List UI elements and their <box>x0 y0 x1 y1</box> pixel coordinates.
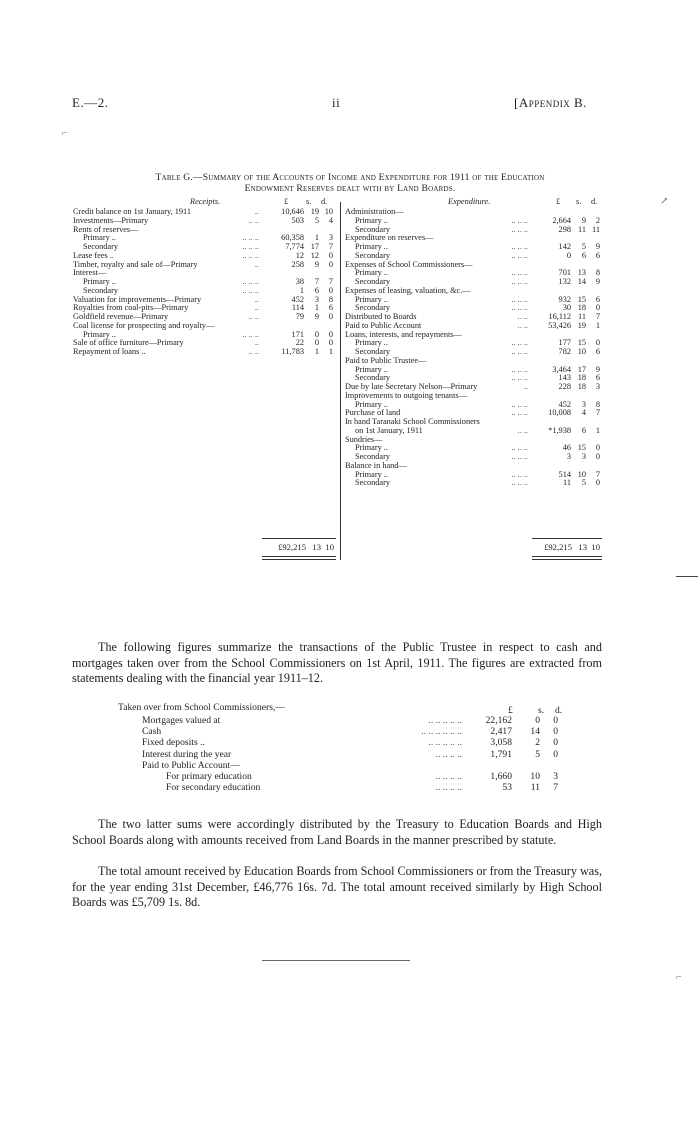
receipt-row-label: Goldfield revenue—Primary <box>73 312 169 321</box>
figure-row-label: Fixed deposits .. <box>142 737 205 749</box>
expenditure-row-label: Secondary <box>355 224 391 234</box>
leader-dots: .. <box>254 207 259 216</box>
expenditure-row-pence: 6 <box>595 250 600 260</box>
leader-dots: .. .. .. <box>242 242 259 251</box>
receipts-pound-head: £ <box>284 197 289 206</box>
expenditure-row-pounds: 228 <box>558 382 571 391</box>
expenditure-row <box>345 427 600 436</box>
receipt-row-pounds: 7,774 <box>285 242 304 251</box>
expenditure-row-label: Expenses of School Commissioners— <box>345 259 473 269</box>
receipt-row-label: Primary .. <box>83 233 116 243</box>
expenditure-row-label: Paid to Public Trustee— <box>345 355 427 365</box>
expenditure-shilling-head: s. <box>576 197 582 206</box>
receipts-heading: Receipts. <box>190 197 221 206</box>
scan-mark: ↗ <box>660 196 669 207</box>
expenditure-row-label: Primary .. <box>355 215 388 225</box>
receipt-row-label: Royalties from coal-pits—Primary <box>73 303 189 313</box>
paragraph-3 <box>72 864 602 911</box>
leader-dots: .. .. .. <box>242 329 259 339</box>
receipt-row-label: Sale of office furniture—Primary <box>73 338 184 348</box>
leader-dots: .. .. .. <box>511 268 528 278</box>
leader-dots: .. <box>254 338 259 348</box>
figures-heading: Taken over from School Commissioners,— <box>118 702 285 713</box>
figure-row-pence: 0 <box>553 737 558 749</box>
expenditure-row-pence: 0 <box>595 452 600 461</box>
expenditure-total-rule <box>532 538 602 539</box>
expenditure-row-shillings: 18 <box>577 373 586 383</box>
expenditure-row <box>345 479 600 488</box>
expenditure-double-rule-2 <box>532 559 602 560</box>
expenditure-total-shillings: 13 <box>578 542 587 552</box>
receipts-column <box>73 208 335 357</box>
receipt-row-shillings: 7 <box>314 277 319 286</box>
closing-rule <box>262 960 410 961</box>
expenditure-row-pounds: 10,008 <box>548 408 571 418</box>
paragraph-2-text: The two latter sums were accordingly distributed by the Treasury to Education Boards and High School Boards along with amounts received from Land Boards in the manner prescribed by statute. <box>72 817 602 847</box>
leader-dots: .. .. <box>517 425 528 435</box>
figure-row <box>118 782 568 793</box>
expenditure-row-shillings: 11 <box>578 224 586 234</box>
receipt-row <box>73 348 335 357</box>
expenditure-row-shillings: 15 <box>577 338 586 348</box>
figure-row-pence: 3 <box>553 770 558 782</box>
expenditure-row-pence: 11 <box>592 224 600 234</box>
expenditure-row-label: Sundries— <box>345 434 383 444</box>
expenditure-row-pence: 6 <box>595 347 600 356</box>
expenditure-row-label: Primary .. <box>355 469 388 479</box>
scan-mark <box>676 576 698 577</box>
figure-row <box>118 737 568 748</box>
expenditure-row-label: Distributed to Boards <box>345 312 417 321</box>
expenditure-row-shillings: 5 <box>581 478 586 488</box>
leader-dots: .. .. .. <box>511 338 528 348</box>
expenditure-row-pence: 6 <box>595 373 600 383</box>
figure-row-label: For primary education <box>166 770 252 782</box>
expenditure-row-pence: 7 <box>595 312 600 321</box>
receipt-row-pounds: 1 <box>299 285 304 295</box>
receipt-row-label: Valuation for improvements—Primary <box>73 294 202 304</box>
figure-row <box>118 760 568 771</box>
expenditure-row-shillings: 5 <box>581 242 586 251</box>
receipts-double-rule-2 <box>262 559 336 560</box>
expenditure-row-shillings: 18 <box>577 303 586 313</box>
expenditure-row-pounds: 11 <box>563 478 571 488</box>
receipt-row-shillings: 1 <box>314 347 319 356</box>
receipt-row-pounds: 11,783 <box>281 347 304 356</box>
expenditure-row-pence: 0 <box>595 443 600 453</box>
figure-row-shillings: 2 <box>535 737 540 749</box>
figure-row-pence: 7 <box>553 782 558 794</box>
expenditure-row-pence: 1 <box>595 320 600 330</box>
expenditure-row-shillings: 9 <box>581 215 586 225</box>
figure-row-shillings: 14 <box>530 726 540 738</box>
leader-dots: .. .. .. <box>242 285 259 295</box>
expenditure-row-pounds: 2,664 <box>552 215 571 225</box>
receipt-row-label: Secondary <box>83 285 119 295</box>
expenditure-row-pounds: 932 <box>558 294 571 304</box>
figure-row-pounds: 2,417 <box>490 726 512 738</box>
figure-row-pence: 0 <box>553 726 558 738</box>
expenditure-total-pence: 10 <box>591 542 600 552</box>
receipt-row-pounds: 503 <box>291 215 304 225</box>
expenditure-row-pence: 9 <box>595 364 600 374</box>
receipt-row-pence: 0 <box>328 329 333 339</box>
leader-dots: .. .. <box>248 347 259 356</box>
figure-row-pence: 0 <box>553 715 558 726</box>
figure-row-label: Cash <box>142 726 162 738</box>
expenditure-row-pounds: 298 <box>558 224 571 234</box>
figure-row-shillings: 5 <box>535 748 540 760</box>
leader-dots: .. .. .. <box>242 250 259 260</box>
figure-row-pounds: 1,791 <box>490 748 512 760</box>
expenditure-row-pounds: 514 <box>558 469 571 479</box>
receipt-row-pounds: 114 <box>291 303 304 313</box>
expenditure-row-pounds: 782 <box>558 347 571 356</box>
expenditure-row-pence: 8 <box>595 268 600 278</box>
expenditure-pound-head: £ <box>556 197 561 206</box>
receipt-row-shillings: 0 <box>314 329 319 339</box>
leader-dots: .. .. .. .. <box>435 748 462 760</box>
leader-dots: .. .. .. <box>511 215 528 225</box>
receipt-row-pounds: 171 <box>291 329 304 339</box>
receipt-row-pounds: 12 <box>295 250 304 260</box>
figure-row-pence: 0 <box>553 748 558 760</box>
expenditure-row-pence: 0 <box>595 338 600 348</box>
figure-row-pounds: 53 <box>502 782 512 794</box>
expenditure-row-pounds: 3 <box>566 452 571 461</box>
expenditure-row-pounds: 53,426 <box>548 320 571 330</box>
paragraph-1 <box>72 640 602 687</box>
expenditure-row-pounds: 143 <box>558 373 571 383</box>
leader-dots: .. .. .. <box>511 294 528 304</box>
leader-dots: .. .. .. <box>511 224 528 234</box>
expenditure-row-pounds: 142 <box>558 242 571 251</box>
figure-row-pounds: 22,162 <box>485 715 512 726</box>
expenditure-row-label: Primary .. <box>355 399 388 409</box>
expenditure-row-label: Primary .. <box>355 268 388 278</box>
receipt-row-label: Coal license for prospecting and royalty— <box>73 320 215 330</box>
expenditure-row-label: Secondary <box>355 347 391 356</box>
expenditure-row-label: Secondary <box>355 303 391 313</box>
receipt-row-pence: 6 <box>328 303 333 313</box>
table-center-rule <box>340 202 341 560</box>
leader-dots: .. .. .. <box>511 443 528 453</box>
receipt-row-pence: 0 <box>328 338 333 348</box>
expenditure-row-label: on 1st January, 1911 <box>355 425 423 435</box>
leader-dots: .. .. .. <box>511 452 528 461</box>
expenditure-row-shillings: 3 <box>581 399 586 409</box>
leader-dots: .. <box>254 294 259 304</box>
expenditure-row-shillings: 10 <box>577 469 586 479</box>
leader-dots: .. .. .. <box>242 233 259 243</box>
receipts-total-shillings: 13 <box>312 542 321 552</box>
receipt-row-pounds: 79 <box>295 312 304 321</box>
receipt-row-shillings: 9 <box>314 312 319 321</box>
receipt-row <box>73 261 335 270</box>
figure-row-label: Paid to Public Account— <box>142 759 240 771</box>
expenditure-row-pounds: 452 <box>558 399 571 409</box>
receipt-row-pounds: 22 <box>295 338 304 348</box>
figure-row-shillings: 11 <box>530 782 540 794</box>
receipt-row-shillings: 17 <box>310 242 319 251</box>
expenditure-row-pence: 6 <box>595 294 600 304</box>
receipt-row-shillings: 1 <box>314 303 319 313</box>
expenditure-heading: Expenditure. <box>448 197 491 206</box>
expenditure-row-label: Paid to Public Account <box>345 320 422 330</box>
leader-dots: .. .. .. .. <box>435 770 462 782</box>
page-ref-left: E.—2. <box>72 95 109 110</box>
receipt-row-pounds: 38 <box>295 277 304 286</box>
figures-shilling-head: s. <box>538 705 545 716</box>
expenditure-row-pence: 0 <box>595 478 600 488</box>
receipt-row-pounds: 60,358 <box>281 233 304 243</box>
leader-dots: .. .. <box>248 215 259 225</box>
leader-dots: .. .. .. <box>511 373 528 383</box>
leader-dots: .. .. .. .. .. .. <box>421 726 462 738</box>
receipt-row-pence: 0 <box>328 312 333 321</box>
receipt-row-label: Repayment of loans .. <box>73 347 146 356</box>
receipts-double-rule-1 <box>262 556 336 557</box>
leader-dots: .. .. .. <box>511 364 528 374</box>
paragraph-3-text: The total amount received by Education Boards from School Commissioners or from the Treasury was, for the year ending 31st December, £46,776 16s. 7d. The total amount received similarly by High School Boards was £5,709 1s. 8d. <box>72 864 602 910</box>
expenditure-row-label: Primary .. <box>355 443 388 453</box>
expenditure-row-label: Administration— <box>345 207 404 216</box>
receipt-row-label: Lease fees .. <box>73 250 114 260</box>
figure-row-shillings: 10 <box>530 770 540 782</box>
leader-dots: .. .. .. <box>511 469 528 479</box>
expenditure-row-pounds: 177 <box>558 338 571 348</box>
expenditure-row-pounds: *1,938 <box>548 425 571 435</box>
leader-dots: .. .. <box>517 320 528 330</box>
receipts-shilling-head: s. <box>306 197 312 206</box>
receipt-row-shillings: 5 <box>314 215 319 225</box>
receipt-row-label: Interest— <box>73 268 107 278</box>
expenditure-row-shillings: 6 <box>581 425 586 435</box>
figure-row <box>118 771 568 782</box>
expenditure-row-label: Expenditure on reserves— <box>345 233 434 243</box>
leader-dots: .. .. .. .. .. <box>428 737 462 749</box>
expenditure-row-pence: 7 <box>595 408 600 418</box>
expenditure-row-shillings: 17 <box>577 364 586 374</box>
expenditure-row-shillings: 3 <box>581 452 586 461</box>
receipt-row-pence: 0 <box>328 250 333 260</box>
receipt-row-label: Primary .. <box>83 277 116 286</box>
receipt-row-label: Credit balance on 1st January, 1911 <box>73 207 192 216</box>
expenditure-row-shillings: 15 <box>577 294 586 304</box>
receipt-row-pence: 0 <box>328 259 333 269</box>
receipts-total-pounds: £92,215 <box>278 542 306 552</box>
leader-dots: .. <box>523 382 528 391</box>
leader-dots: .. .. .. <box>511 408 528 418</box>
figure-row-label: Interest during the year <box>142 748 232 760</box>
leader-dots: .. .. .. <box>511 250 528 260</box>
receipts-pence-head: d. <box>321 197 328 206</box>
figure-row <box>118 726 568 737</box>
figure-row <box>118 749 568 760</box>
expenditure-row-label: Primary .. <box>355 364 388 374</box>
leader-dots: .. <box>254 303 259 313</box>
expenditure-row-label: Loans, interests, and repayments— <box>345 329 462 339</box>
expenditure-row-pounds: 701 <box>558 268 571 278</box>
expenditure-total-pounds: £92,215 <box>544 542 572 552</box>
receipt-row-pence: 10 <box>324 207 333 216</box>
expenditure-row-label: Balance in hand— <box>345 460 407 470</box>
expenditure-row-pence: 2 <box>595 215 600 225</box>
figure-row-pounds: 1,660 <box>490 770 512 782</box>
receipt-row-label: Rents of reserves— <box>73 224 139 234</box>
expenditure-row-label: Primary .. <box>355 338 388 348</box>
receipt-row-shillings: 6 <box>314 285 319 295</box>
receipts-total <box>262 543 336 553</box>
leader-dots: .. .. .. <box>511 303 528 313</box>
receipt-row-pounds: 10,646 <box>281 207 304 216</box>
receipt-row-pence: 8 <box>328 294 333 304</box>
table-title-line-2: Endowment Reserves dealt with by Land Boards. <box>244 183 456 194</box>
receipt-row-pence: 4 <box>328 215 333 225</box>
scan-mark: ⌐ <box>62 128 68 139</box>
figure-row-pounds: 3,058 <box>490 737 512 749</box>
receipt-row-shillings: 12 <box>310 250 319 260</box>
expenditure-row-pounds: 46 <box>562 443 571 453</box>
expenditure-column <box>345 208 600 488</box>
receipt-row-label: Investments—Primary <box>73 215 149 225</box>
receipt-row-pence: 7 <box>328 277 333 286</box>
leader-dots: .. .. .. <box>511 277 528 286</box>
receipt-row-pence: 3 <box>328 233 333 243</box>
figure-row-shillings: 0 <box>535 715 540 726</box>
expenditure-row-label: Due by late Secretary Nelson—Primary <box>345 382 478 391</box>
expenditure-row-label: Secondary <box>355 373 391 383</box>
expenditure-row-label: In hand Taranaki School Commissioners <box>345 417 480 426</box>
expenditure-row-pence: 8 <box>595 399 600 409</box>
expenditure-row-label: Primary .. <box>355 242 388 251</box>
receipt-row-pence: 0 <box>328 285 333 295</box>
expenditure-pence-head: d. <box>591 197 598 206</box>
leader-dots: .. .. <box>248 312 259 321</box>
receipt-row-pounds: 452 <box>291 294 304 304</box>
receipt-row-label: Timber, royalty and sale of—Primary <box>73 259 198 269</box>
receipt-row-pence: 1 <box>328 347 333 356</box>
expenditure-row-pounds: 132 <box>558 277 571 286</box>
expenditure-row-shillings: 4 <box>581 408 586 418</box>
leader-dots: .. .. .. <box>511 242 528 251</box>
scan-mark: ⌐ <box>676 972 682 983</box>
expenditure-row-shillings: 14 <box>577 277 586 286</box>
expenditure-row-pence: 7 <box>595 469 600 479</box>
figure-row-label: Mortgages valued at <box>142 715 221 726</box>
receipt-row-label: Secondary <box>83 242 119 251</box>
expenditure-row-pence: 0 <box>595 303 600 313</box>
expenditure-row-pounds: 0 <box>566 250 571 260</box>
expenditure-row-label: Secondary <box>355 452 391 461</box>
receipt-row-label: Primary .. <box>83 329 116 339</box>
expenditure-row-pounds: 30 <box>562 303 571 313</box>
expenditure-row-shillings: 18 <box>577 382 586 391</box>
expenditure-row-shillings: 19 <box>577 320 586 330</box>
expenditure-row-pence: 9 <box>595 277 600 286</box>
receipt-row-shillings: 0 <box>314 338 319 348</box>
leader-dots: .. .. <box>517 312 528 321</box>
receipt-row-shillings: 19 <box>310 207 319 216</box>
expenditure-row-pounds: 16,112 <box>548 312 571 321</box>
expenditure-total <box>528 543 602 553</box>
figure-row <box>118 715 568 726</box>
receipts-total-pence: 10 <box>325 542 334 552</box>
expenditure-row-pounds: 3,464 <box>552 364 571 374</box>
leader-dots: .. .. .. <box>511 478 528 488</box>
receipts-total-rule <box>262 538 336 539</box>
leader-dots: .. .. .. <box>242 277 259 286</box>
figures-list <box>118 715 568 793</box>
paragraph-2 <box>72 817 602 848</box>
expenditure-row-label: Primary .. <box>355 294 388 304</box>
expenditure-row-label: Purchase of land <box>345 408 401 418</box>
expenditure-row-shillings: 15 <box>577 443 586 453</box>
expenditure-row-label: Improvements to outgoing tenants— <box>345 390 467 400</box>
leader-dots: .. .. .. <box>511 399 528 409</box>
leader-dots: .. <box>254 259 259 269</box>
figure-row-label: For secondary education <box>166 782 261 794</box>
leader-dots: .. .. .. .. <box>435 782 462 794</box>
expenditure-row-pence: 3 <box>595 382 600 391</box>
expenditure-row-label: Secondary <box>355 250 391 260</box>
appendix-ref: [Appendix B. <box>514 95 587 110</box>
expenditure-row-shillings: 10 <box>577 347 586 356</box>
figures-pence-head: d. <box>555 705 563 716</box>
expenditure-row-label: Expenses of leasing, valuation, &c.— <box>345 285 471 295</box>
paragraph-1-text: The following figures summarize the transactions of the Public Trustee in respect to cash and mortgages taken over from the School Commissioners on 1st April, 1911. The figures are extracted from statements dealing with the financial year 1911–12. <box>72 640 602 686</box>
expenditure-double-rule-1 <box>532 556 602 557</box>
expenditure-row-shillings: 13 <box>577 268 586 278</box>
expenditure-row-shillings: 6 <box>581 250 586 260</box>
expenditure-row-pence: 9 <box>595 242 600 251</box>
receipt-row-shillings: 9 <box>314 259 319 269</box>
expenditure-row-label: Secondary <box>355 277 391 286</box>
expenditure-row-pence: 1 <box>595 425 600 435</box>
receipt-row-shillings: 1 <box>314 233 319 243</box>
leader-dots: .. .. .. <box>511 347 528 356</box>
figures-pound-head: £ <box>508 705 513 716</box>
leader-dots: .. .. .. .. .. <box>428 715 462 726</box>
table-title-line-1: Table G.—Summary of the Accounts of Income and Expenditure for 1911 of the Education <box>155 172 545 183</box>
receipt-row-shillings: 3 <box>314 294 319 304</box>
receipt-row-pence: 7 <box>328 242 333 251</box>
expenditure-row-shillings: 11 <box>578 312 586 321</box>
expenditure-row-label: Secondary <box>355 478 391 488</box>
page-number: ii <box>332 95 341 110</box>
receipt-row-pounds: 258 <box>291 259 304 269</box>
table-title <box>60 172 640 194</box>
